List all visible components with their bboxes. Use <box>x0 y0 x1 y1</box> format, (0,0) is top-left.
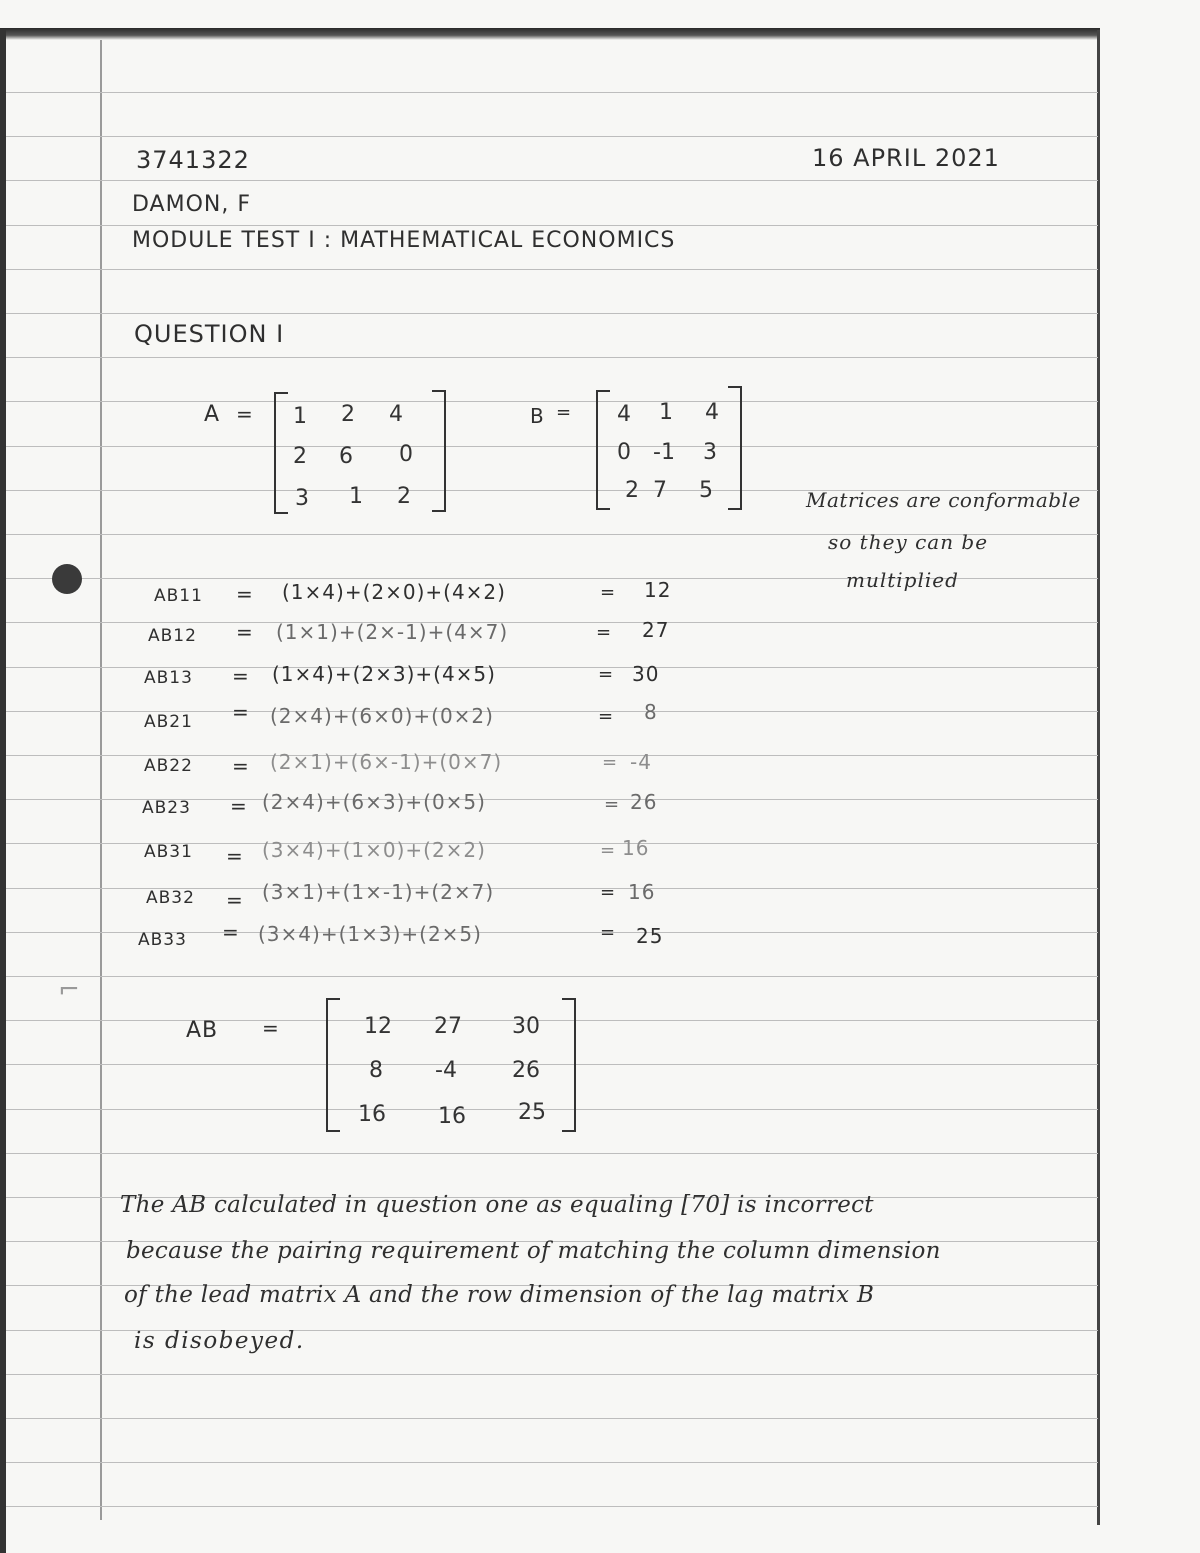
matrix-ab-cell: 30 <box>512 1014 540 1039</box>
matrix-ab-left-bracket <box>326 998 340 1132</box>
ruled-line <box>6 976 1098 977</box>
ruled-line <box>6 92 1098 93</box>
calculation-equals: = <box>604 794 621 815</box>
ruled-line <box>6 1506 1098 1507</box>
matrix-b-cell: 4 <box>617 402 631 427</box>
calculation-expression: (3×4)+(1×3)+(2×5) <box>258 922 482 946</box>
ruled-line <box>6 446 1098 447</box>
ruled-line <box>6 357 1098 358</box>
ruled-line <box>6 225 1098 226</box>
conclusion-line: is disobeyed. <box>134 1328 305 1354</box>
matrix-a-cell: 6 <box>339 444 353 469</box>
matrix-ab-right-bracket <box>562 998 576 1132</box>
matrix-ab-cell: 25 <box>518 1100 546 1125</box>
module-title: MODULE TEST I : MATHEMATICAL ECONOMICS <box>132 228 676 253</box>
calculation-equals: = <box>232 754 250 778</box>
matrix-b-cell: 3 <box>703 440 717 465</box>
matrix-ab-cell: 12 <box>364 1014 392 1039</box>
conclusion-line: The AB calculated in question one as equaling [70] is incorrect <box>120 1192 874 1218</box>
calculation-label: AB12 <box>148 626 197 646</box>
calculation-result: 30 <box>632 662 660 686</box>
calculation-equals: = <box>600 922 617 943</box>
calculation-equals: = <box>600 882 617 903</box>
student-id: 3741322 <box>136 146 250 174</box>
calculation-result: 27 <box>642 618 670 642</box>
calculation-expression: (2×1)+(6×-1)+(0×7) <box>270 750 503 774</box>
calculation-equals: = <box>232 664 250 688</box>
ruled-line <box>6 269 1098 270</box>
scan-top-edge <box>0 28 1100 40</box>
calculation-expression: (1×4)+(2×3)+(4×5) <box>272 662 496 686</box>
question-title: QUESTION I <box>134 320 285 348</box>
calculation-expression: (1×4)+(2×0)+(4×2) <box>282 580 506 604</box>
calculation-label: AB32 <box>146 888 195 908</box>
matrix-b-cell: 5 <box>699 478 713 503</box>
matrix-ab-cell: 16 <box>438 1104 466 1129</box>
conclusion-line: because the pairing requirement of matching the column dimension <box>126 1238 941 1264</box>
calculation-equals: = <box>596 622 613 643</box>
calculation-equals: = <box>232 700 250 724</box>
calculation-equals: = <box>598 706 615 727</box>
calculation-result: 16 <box>628 880 656 904</box>
margin-arrow-icon: ⌐ <box>58 975 80 1005</box>
side-note-line: Matrices are conformable <box>806 488 1081 512</box>
matrix-a-label: A <box>204 402 221 427</box>
matrix-ab-cell: 16 <box>358 1102 386 1127</box>
matrix-ab-label: AB <box>186 1018 219 1043</box>
matrix-ab-cell: -4 <box>435 1058 457 1083</box>
ruled-line <box>6 1374 1098 1375</box>
calculation-label: AB31 <box>144 842 193 862</box>
calculation-result: 26 <box>630 790 658 814</box>
matrix-a-cell: 2 <box>341 402 355 427</box>
calculation-equals: = <box>230 794 248 818</box>
calculation-result: -4 <box>630 750 652 774</box>
ruled-line <box>6 1020 1098 1021</box>
matrix-a-cell: 2 <box>293 444 307 469</box>
scan-right-edge <box>1097 30 1100 1525</box>
calculation-label: AB23 <box>142 798 191 818</box>
calculation-result: 16 <box>622 836 650 860</box>
calculation-equals: = <box>236 582 254 606</box>
matrix-b-label: B <box>530 404 545 428</box>
matrix-ab-cell: 27 <box>434 1014 462 1039</box>
calculation-equals: = <box>236 620 254 644</box>
calculation-expression: (1×1)+(2×-1)+(4×7) <box>276 620 509 644</box>
ruled-line <box>6 1153 1098 1154</box>
ruled-line <box>6 1109 1098 1110</box>
matrix-b-cell: 0 <box>617 440 631 465</box>
ruled-line <box>6 136 1098 137</box>
matrix-a-cell: 2 <box>397 484 411 509</box>
matrix-b-cell: 7 <box>653 478 667 503</box>
matrix-a-equals: = <box>236 402 254 426</box>
matrix-a-cell: 3 <box>295 486 309 511</box>
calculation-label: AB22 <box>144 756 193 776</box>
margin-rule <box>100 40 102 1520</box>
calculation-equals: = <box>226 844 244 868</box>
ruled-line <box>6 1462 1098 1463</box>
matrix-b-cell: -1 <box>653 440 675 465</box>
matrix-b-equals: = <box>556 402 573 423</box>
calculation-equals: = <box>600 582 617 603</box>
calculation-equals: = <box>226 888 244 912</box>
matrix-ab-cell: 8 <box>369 1058 383 1083</box>
calculation-result: 8 <box>644 700 658 724</box>
ruled-line <box>6 1418 1098 1419</box>
side-note-line: so they can be <box>828 530 989 554</box>
calculation-expression: (2×4)+(6×3)+(0×5) <box>262 790 486 814</box>
calculation-equals: = <box>602 752 619 773</box>
matrix-b-cell: 4 <box>705 400 719 425</box>
ruled-line <box>6 180 1098 181</box>
matrix-a-cell: 0 <box>399 442 413 467</box>
punch-hole-icon <box>52 564 82 594</box>
ruled-line <box>6 401 1098 402</box>
matrix-a-cell: 1 <box>293 404 307 429</box>
matrix-ab-equals: = <box>262 1016 280 1040</box>
matrix-b-cell: 1 <box>659 400 673 425</box>
ruled-line <box>6 1064 1098 1065</box>
calculation-expression: (3×1)+(1×-1)+(2×7) <box>262 880 495 904</box>
calculation-label: AB33 <box>138 930 187 950</box>
scan-left-edge <box>0 30 6 1553</box>
calculation-expression: (2×4)+(6×0)+(0×2) <box>270 704 494 728</box>
conclusion-line: of the lead matrix A and the row dimension of the lag matrix B <box>124 1282 875 1308</box>
ruled-line <box>6 622 1098 623</box>
calculation-result: 25 <box>636 924 664 948</box>
calculation-equals: = <box>222 920 240 944</box>
calculation-label: AB13 <box>144 668 193 688</box>
calculation-equals: = <box>600 840 617 861</box>
calculation-equals: = <box>598 664 615 685</box>
calculation-expression: (3×4)+(1×0)+(2×2) <box>262 838 486 862</box>
matrix-ab-cell: 26 <box>512 1058 540 1083</box>
calculation-label: AB11 <box>154 586 203 606</box>
student-name: DAMON, F <box>132 192 251 217</box>
matrix-a-right-bracket <box>432 390 446 512</box>
side-note-line: multiplied <box>846 568 959 592</box>
matrix-a-cell: 1 <box>349 484 363 509</box>
calculation-label: AB21 <box>144 712 193 732</box>
date: 16 APRIL 2021 <box>812 144 1000 172</box>
matrix-b-cell: 2 <box>625 478 639 503</box>
matrix-a-cell: 4 <box>389 402 403 427</box>
ruled-line <box>6 313 1098 314</box>
calculation-result: 12 <box>644 578 672 602</box>
